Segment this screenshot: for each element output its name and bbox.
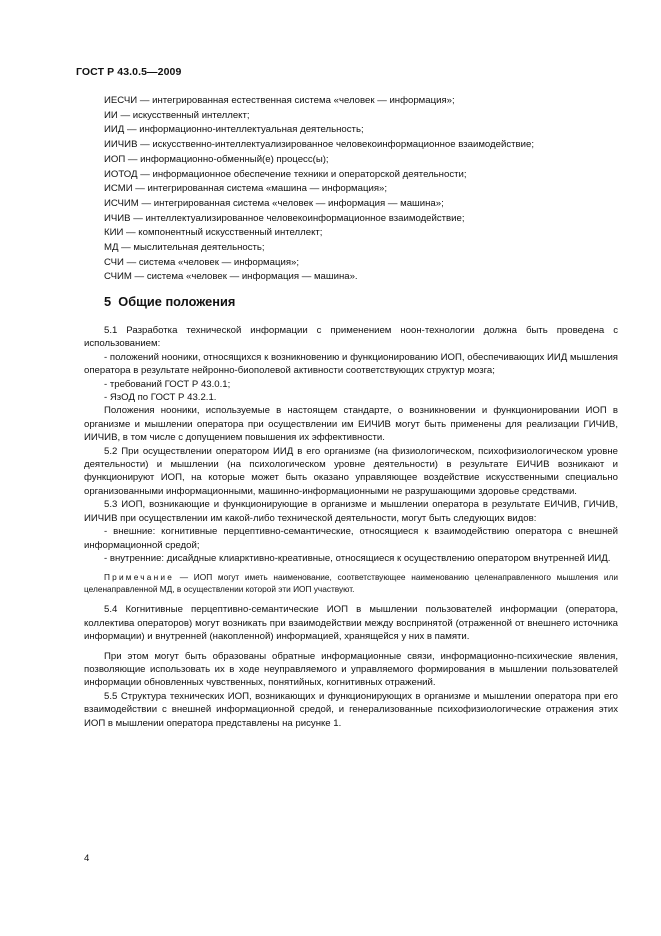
abbreviation-item: ИИ — искусственный интеллект; — [104, 109, 250, 121]
abbreviation-item: ИЧИВ — интеллектуализированное человекоинформационное взаимодействие; — [104, 212, 465, 224]
paragraph-5-2: 5.2 При осуществлении оператором ИИД в его организме (на физиологическом, психофизиологическом уровне деятельности) и мышлении (на психологическом уровне деятельности) в результате ЕИЧИВ возникают и функционируют ИОП, на которые может быть оказано управляющее воздействие искусственными специально организованными информационными, машинно-информационными не разрушающими здоровье средствами. — [84, 445, 618, 497]
abbreviation-item: КИИ — компонентный искусственный интеллект; — [104, 227, 323, 239]
page-number: 4 — [84, 853, 90, 864]
note-label: Примечание — [104, 572, 175, 583]
abbreviation-item: МД — мыслительная деятельность; — [104, 242, 265, 254]
abbreviation-item: СЧИМ — система «человек — информация — машина». — [104, 271, 358, 283]
section-heading — [104, 294, 235, 309]
note — [84, 571, 618, 595]
paragraph-5-5: 5.5 Структура технических ИОП, возникающих и функционирующих в организме и мышлении оператора при его взаимодействии с внешней информационной средой, и генерализованные психофизиологические отражения этих ИОП в мышлении оператора представлены на рисунке 1. — [84, 690, 618, 729]
abbreviation-item: ИЕСЧИ — интегрированная естественная система «человек — информация»; — [104, 95, 455, 106]
paragraph-text: Положения нооники, используемые в настоящем стандарте, о возникновении и функционировании ИОП в организме и мышлении оператора при осуществлении им ЕИЧИВ могут быть применены для реализации ГИЧИВ, ИИЧИВ, в том числе с допущением повышения их эффективности. — [84, 405, 618, 444]
paragraph-text: При этом могут быть образованы обратные информационные связи, информационно-психические явления, позволяющие использовать их в ходе неуправляемого и управляемого формирования в мышлении пользователей информации обновленных чувственных, понятийных, когнитивных отражений. — [84, 650, 618, 689]
document-code-header: ГОСТ Р 43.0.5—2009 — [76, 66, 182, 78]
list-item: - требований ГОСТ Р 43.0.1; — [104, 378, 231, 390]
note-text: — ИОП могут иметь наименование, соответствующее наименованию целенаправленного мышления или целенаправленной МД, в осуществлении которой эти ИОП участвуют. — [84, 572, 618, 595]
paragraph-5-4: 5.4 Когнитивные перцептивно-семантические ИОП в мышлении пользователей информации (оператора, коллектива операторов) могут возникать при взаимодействии между воспринятой (отраженной от внешнего источника информации) и внутренней (накопленной) информацией, хранящейся у них в памяти. — [84, 604, 618, 643]
paragraph-5-1: 5.1 Разработка технической информации с применением ноон-технологии должна быть проведена с использованием: — [84, 325, 618, 350]
list-item: - положений нооники, относящихся к возникновению и функционированию ИОП, обеспечивающих ИИД мышления оператора в результате нейронно-биополевой активности соответствующих структур мозга; — [84, 351, 618, 377]
abbreviation-item: ИОП — информационно-обменный(е) процесс(ы); — [104, 153, 329, 165]
abbreviation-item: ИИЧИВ — искусственно-интеллектуализированное человекоинформационное взаимодействие; — [104, 139, 534, 151]
section-title: Общие положения — [118, 294, 236, 309]
paragraph-5-3: 5.3 ИОП, возникающие и функционирующие в организме и мышлении оператора в результате ЕИЧИВ, ГИЧИВ, ИИЧИВ при осуществлении им какой-либо технической деятельности, могут быть следующих видов: — [84, 499, 618, 524]
abbreviation-item: ИСЧИМ — интегрированная система «человек — информация — машина»; — [104, 197, 444, 209]
abbreviation-item: ИИД — информационно-интеллектуальная деятельность; — [104, 124, 364, 136]
list-item: - внешние: когнитивные перцептивно-семантические, относящиеся к взаимодействию оператора с внешней информационной средой; — [84, 526, 618, 551]
abbreviation-item: ИОТОД — информационное обеспечение техники и операторской деятельности; — [104, 168, 467, 180]
section-number: 5 — [104, 294, 112, 309]
abbreviation-item: ИСМИ — интегрированная система «машина — информация»; — [104, 183, 388, 195]
list-item: - ЯзОД по ГОСТ Р 43.2.1. — [104, 392, 217, 404]
list-item: - внутренние: дисайдные клиарктивно-креативные, относящиеся к осуществлению оператором внутренней ИИД. — [104, 552, 611, 564]
abbreviation-list — [104, 94, 614, 285]
section-body — [84, 324, 618, 730]
abbreviation-item: СЧИ — система «человек — информация»; — [104, 256, 300, 268]
